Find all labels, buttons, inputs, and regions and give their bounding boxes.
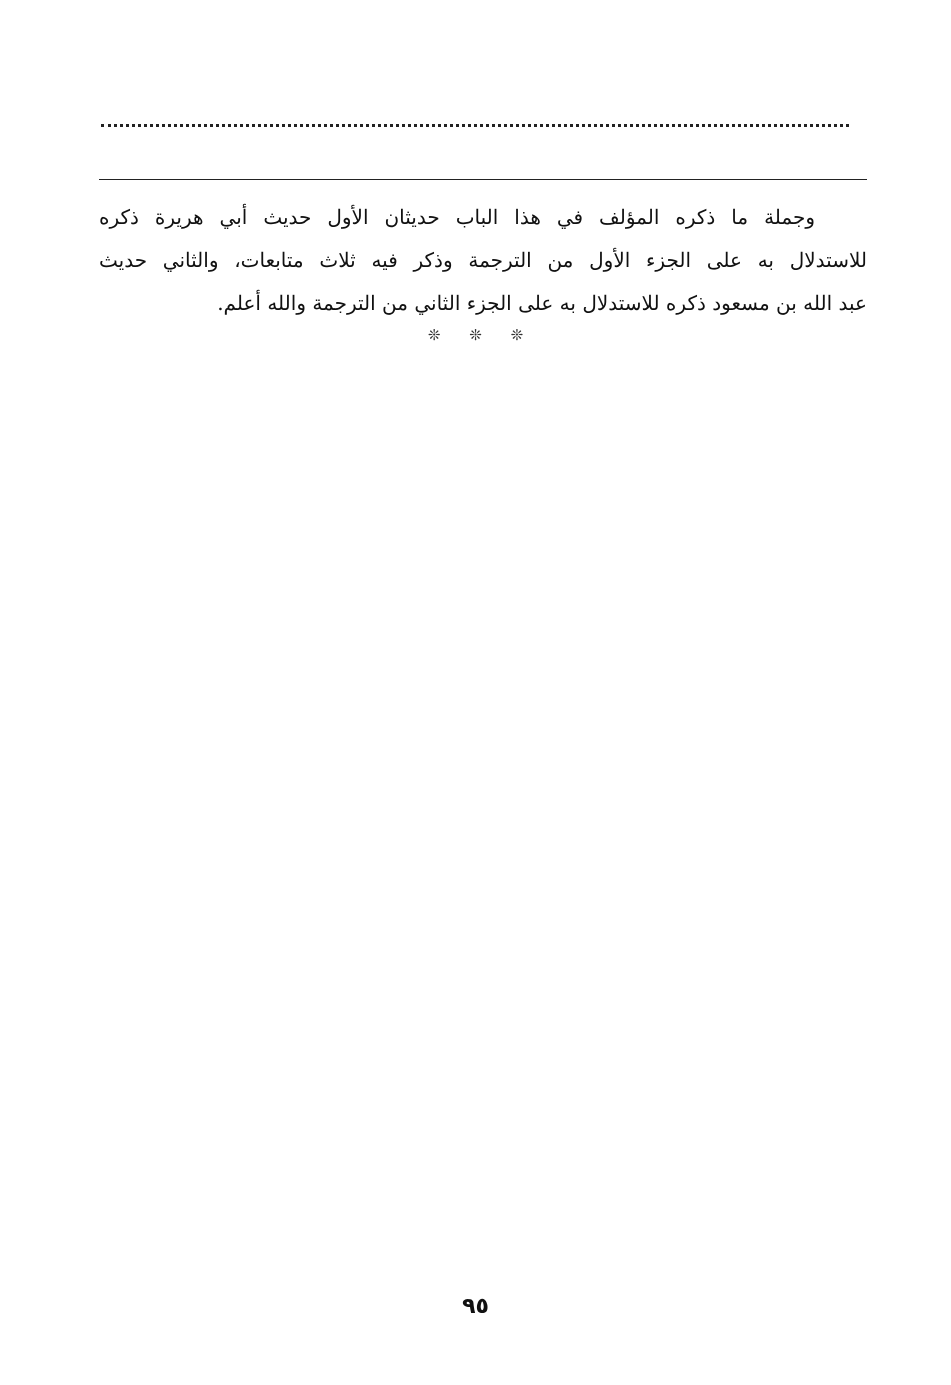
body-paragraph <box>99 196 867 325</box>
ornament-star-icon: ❊ <box>427 326 441 344</box>
section-end-ornament <box>0 326 951 344</box>
ornament-star-icon: ❊ <box>510 326 524 344</box>
footnote-divider-line <box>99 179 867 180</box>
page-number: ٩٥ <box>462 1294 489 1319</box>
dotted-separator <box>101 124 849 131</box>
ornament-star-icon: ❊ <box>469 326 482 344</box>
paragraph-line-3: عبد الله بن مسعود ذكره للاستدلال به على الجزء الثاني من الترجمة والله أعلم. <box>217 291 867 315</box>
paragraph-line-2: للاستدلال به على الجزء الأول من الترجمة وذكر فيه ثلاث متابعات، والثاني حديث <box>99 248 867 272</box>
paragraph-line-1: وجملة ما ذكره المؤلف في هذا الباب حديثان الأول حديث أبي هريرة ذكره <box>99 205 815 229</box>
